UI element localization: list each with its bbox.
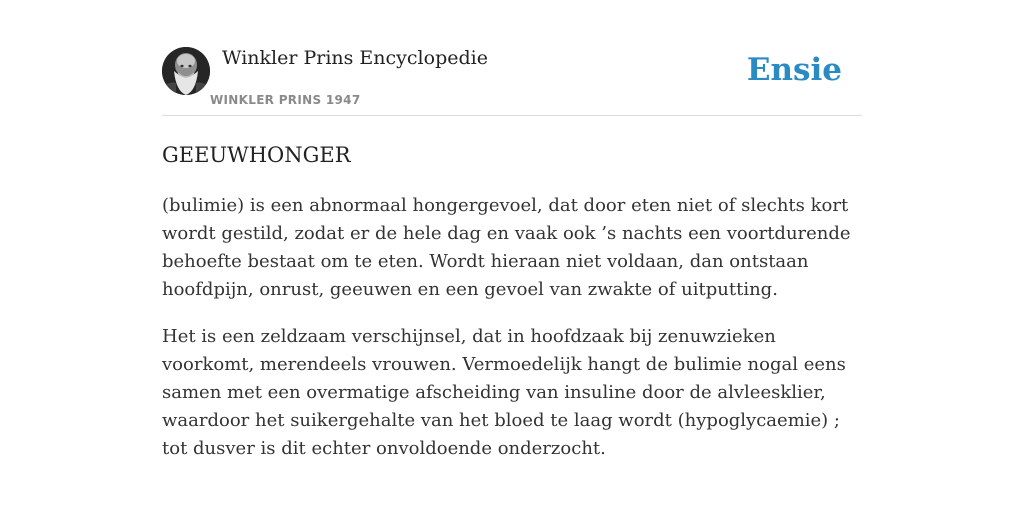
- source-subtitle[interactable]: WINKLER PRINS 1947: [210, 93, 361, 107]
- ensie-logo[interactable]: Ensie: [746, 52, 842, 88]
- bearded-man-portrait-icon[interactable]: [162, 47, 210, 95]
- entry-paragraph: Het is een zeldzaam verschijnsel, dat in hoofdzaak bij zenuwzieken voorkomt, merendeels vrouwen. Vermoedelijk hangt de bulimie nogal eens samen met een overmatige afscheiding van insuline door de alvleesklier, waardoor het suikergehalte van het bloed te laag wordt (hypoglycaemie) ; tot dusver is dit echter onvoldoende onderzocht.: [162, 326, 846, 459]
- article-page: [162, 46, 862, 459]
- entry-body: [162, 192, 862, 482]
- entry-title: GEEUWHONGER: [162, 143, 351, 167]
- source-title[interactable]: Winkler Prins Encyclopedie: [222, 47, 488, 69]
- source-header: [162, 46, 862, 116]
- entry-paragraph: (bulimie) is een abnormaal hongergevoel, dat door eten niet of slechts kort wordt gestild, zodat er de hele dag en vaak ook ’s nachts een voortdurende behoefte bestaat om te eten. Wordt hieraan niet voldaan, dan ontstaan hoofdpijn, onrust, geeuwen en een gevoel van zwakte of uitputting.: [162, 195, 851, 300]
